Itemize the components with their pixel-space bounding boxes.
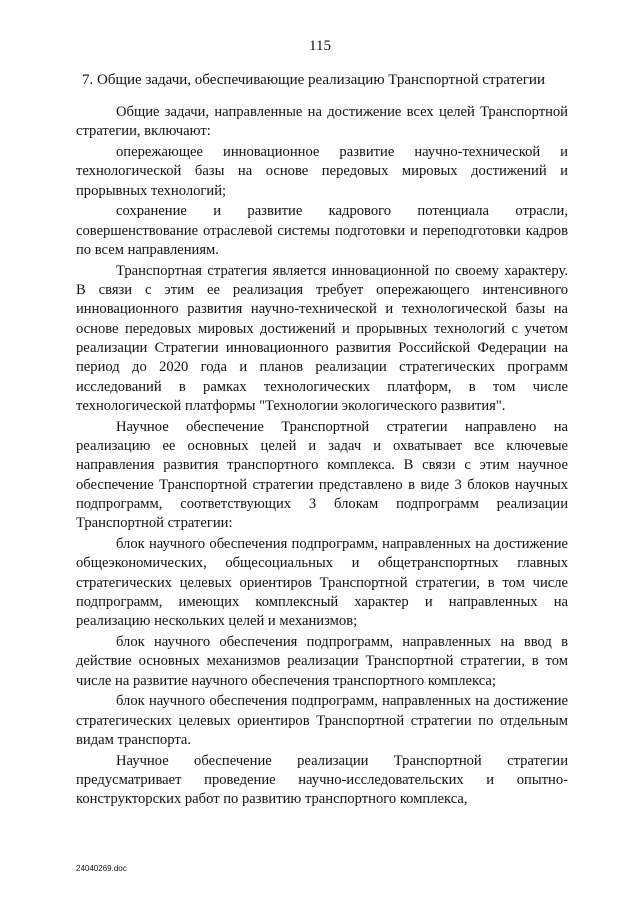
paragraph: Общие задачи, направленные на достижение всех целей Транспортной стратегии, включают: xyxy=(76,104,568,140)
paragraph: опережающее инновационное развитие научно-технической и технологической базы на основе передовых мировых достижений и прорывных технологий; xyxy=(76,144,568,199)
document-code: 24040269.doc xyxy=(76,864,127,873)
paragraph: Научное обеспечение Транспортной стратегии направлено на реализацию ее основных целей и задач и охватывает все ключевые направления развития транспортного комплекса. В связи с этим научное обеспечение Транспортной стратегии представлено в виде 3 блоков научных подпрограмм, соответствующих 3 блокам подпрограмм реализации Транспортной стратегии: xyxy=(76,418,568,532)
section-heading: 7. Общие задачи, обеспечивающие реализацию Транспортной стратегии xyxy=(82,72,545,88)
body-text xyxy=(76,103,568,811)
paragraph: Транспортная стратегия является инновационной по своему характеру. В связи с этим ее реализация требует опережающего интенсивного инновационного развития научно-технической и технологической базы на основе передовых мировых достижений и прорывных технологий с учетом реализации Стратегии инновационного развития Российской Федерации на период до 2020 года и планов реализации стратегических программ исследований в рамках технологических платформ, в том числе технологической платформы "Технологии экологического развития". xyxy=(76,262,568,414)
paragraph: Научное обеспечение реализации Транспортной стратегии предусматривает проведение научно-исследовательских и опытно-конструкторских работ по развитию транспортного комплекса, xyxy=(76,752,568,808)
page-number: 115 xyxy=(309,38,331,54)
paragraph: сохранение и развитие кадрового потенциала отрасли, совершенствование отраслевой системы подготовки и переподготовки кадров по всем направлениям. xyxy=(76,203,568,259)
paragraph: блок научного обеспечения подпрограмм, направленных на достижение общеэкономических, общесоциальных и общетранспортных главных стратегических целевых ориентиров Транспортной стратегии, в том числе подпрограмм, имеющих комплексный характер и направленных на реализацию нескольких целей и механизмов; xyxy=(76,536,568,630)
paragraph: блок научного обеспечения подпрограмм, направленных на ввод в действие основных механизмов реализации Транспортной стратегии, в том числе на развитие научного обеспечения транспортного комплекса; xyxy=(76,634,568,689)
paragraph: блок научного обеспечения подпрограмм, направленных на достижение стратегических целевых ориентиров Транспортной стратегии по отдельным видам транспорта. xyxy=(76,693,568,748)
